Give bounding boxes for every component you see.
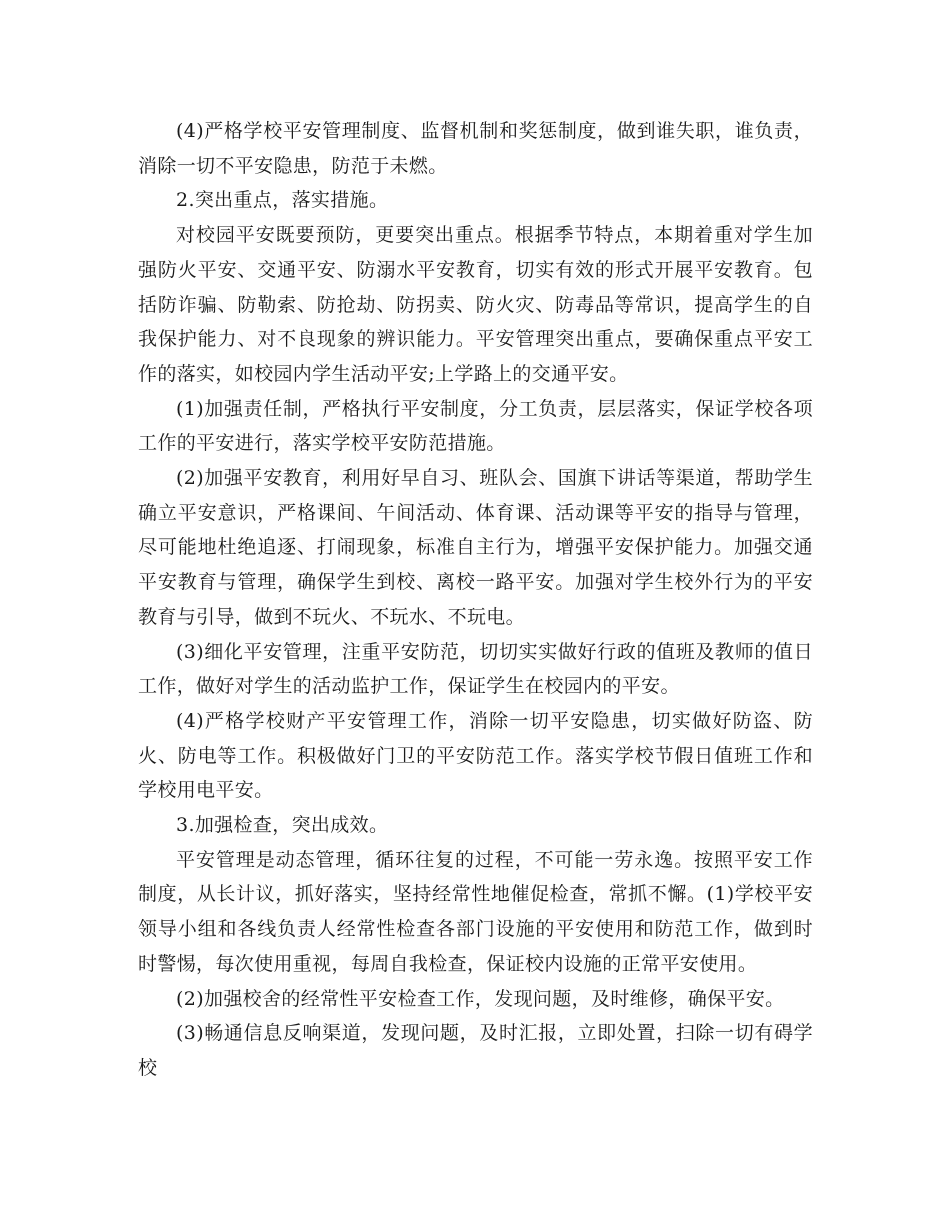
paragraph: (3)细化平安管理，注重平安防范，切切实实做好行政的值班及教师的值日工作，做好对学生的活动监护工作，保证学生在校园内的平安。 (138, 640, 813, 698)
paragraph: (1)加强责任制，严格执行平安制度，分工负责，层层落实，保证学校各项工作的平安进行，落实学校平安防范措施。 (138, 397, 813, 455)
section-heading: 2.突出重点，落实措施。 (176, 189, 389, 212)
paragraph: (2)加强平安教育，利用好早自习、班队会、国旗下讲话等渠道，帮助学生确立平安意识，严格课间、午间活动、体育课、活动课等平安的指导与管理，尽可能地杜绝追逐、打闹现象，标准自主行为，增强平安保护能力。加强交通平安教育与管理，确保学生到校、离校一路平安。加强对学生校外行为的平安教育与引导，做到不玩火、不玩水、不玩电。 (138, 467, 813, 628)
paragraph: 对校园平安既要预防，更要突出重点。根据季节特点，本期着重对学生加强防火平安、交通平安、防溺水平安教育，切实有效的形式开展平安教育。包括防诈骗、防勒索、防抢劫、防拐卖、防火灾、防毒品等常识，提高学生的自我保护能力、对不良现象的辨识能力。平安管理突出重点，要确保重点平安工作的落实，如校园内学生活动平安;上学路上的交通平安。 (138, 224, 813, 385)
paragraph: (4)严格学校财产平安管理工作，消除一切平安隐患，切实做好防盗、防火、防电等工作。积极做好门卫的平安防范工作。落实学校节假日值班工作和学校用电平安。 (138, 709, 813, 802)
document-body (138, 114, 813, 1086)
paragraph: 平安管理是动态管理，循环往复的过程，不可能一劳永逸。按照平安工作制度，从长计议，抓好落实，坚持经常性地催促检查，常抓不懈。(1)学校平安领导小组和各线负责人经常性检查各部门设施的平安使用和防范工作，做到时时警惕，每次使用重视，每周自我检查，保证校内设施的正常平安使用。 (138, 848, 813, 975)
paragraph: (4)严格学校平安管理制度、监督机制和奖惩制度，做到谁失职，谁负责，消除一切不平安隐患，防范于未燃。 (138, 120, 813, 177)
section-heading: 3.加强检查，突出成效。 (176, 814, 389, 837)
paragraph: (3)畅通信息反响渠道，发现问题，及时汇报，立即处置，扫除一切有碍学校 (138, 1022, 813, 1079)
paragraph: (2)加强校舍的经常性平安检查工作，发现问题，及时维修，确保平安。 (176, 987, 785, 1010)
